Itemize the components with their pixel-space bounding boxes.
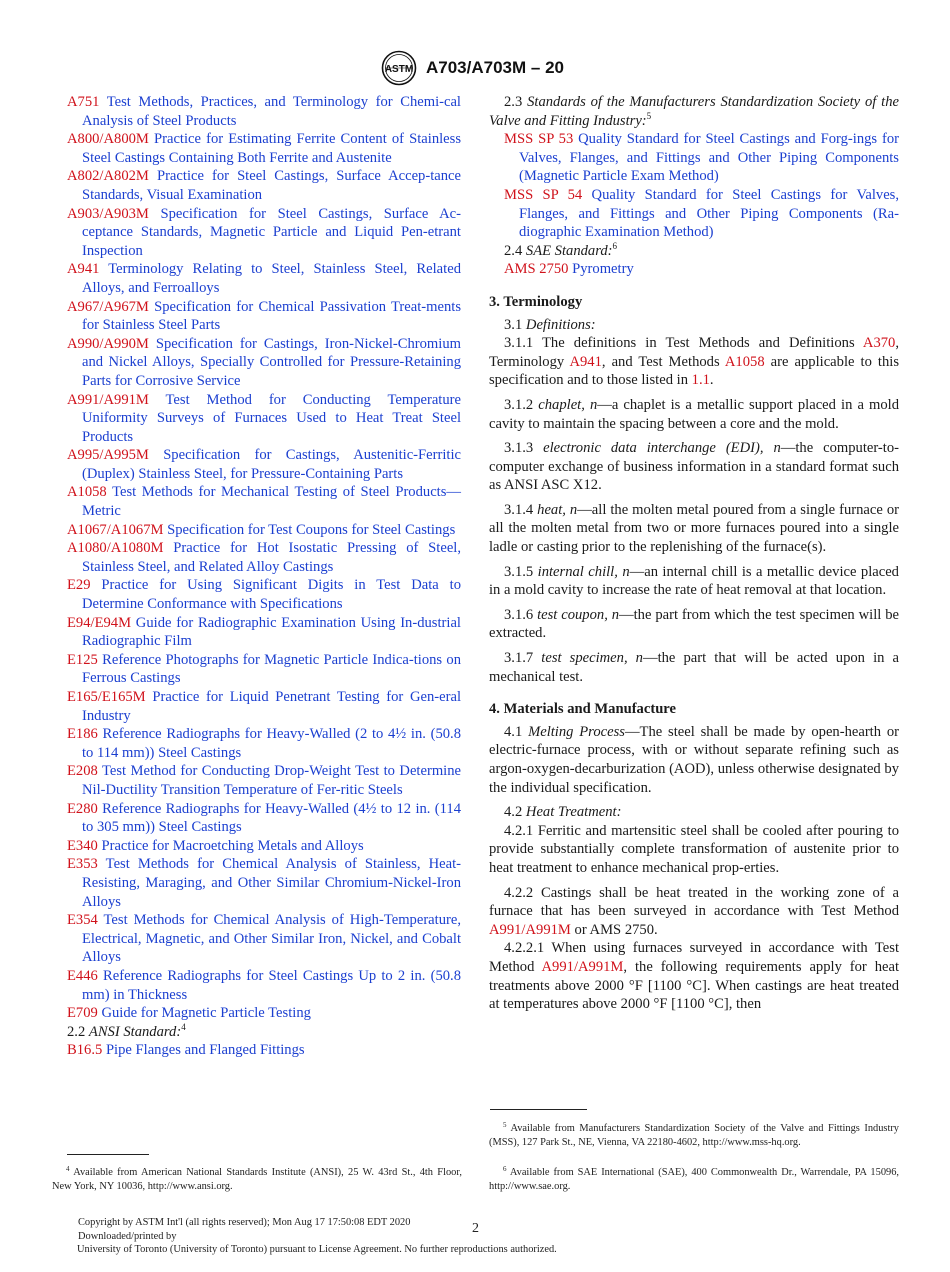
- footnote-6: $^6$ Available from SAE International (SAE), 400 Commonwealth Dr., Warrendale, PA 15096, http://www.sae.org.: [489, 1165, 900, 1192]
- reference-code[interactable]: A995/A995M: [67, 447, 149, 464]
- footer-line: Copyright by ASTM Int'l (all rights reserved); Mon Aug 17 17:50:08 EDT 2020: [78, 1217, 411, 1228]
- reference-code[interactable]: A751: [67, 94, 100, 110]
- reference-code[interactable]: E94/E94M: [67, 614, 132, 631]
- reference-title[interactable]: Test Methods for Mechanical Testing of Steel Products—Metric: [82, 484, 462, 520]
- reference-code[interactable]: A903/A903M: [67, 205, 149, 222]
- section-terminology-title: 3. Terminology: [489, 293, 583, 310]
- reference-title[interactable]: Reference Radiographs for Heavy-Walled (4½ to 12 in. (114 to 305 mm)) Steel Castings: [82, 800, 461, 836]
- reference-item: [504, 260, 899, 279]
- paragraph-3-1-4: 3.1.4 heat, n—all the molten metal poured from a single furnace or all the molten metal from two or more furnaces poured into a single ladle or casting prior to the replenishing of the furnace(s).: [489, 501, 899, 556]
- reference-title[interactable]: Practice for Liquid Penetrant Testing for Gen-eral Industry: [82, 689, 461, 724]
- reference-title[interactable]: Test Methods, Practices, and Terminology for Chemi-cal Analysis of Steel Products: [82, 94, 461, 129]
- reference-title[interactable]: Terminology Relating to Steel, Stainless Steel, Related Alloys, and Ferroalloys: [82, 261, 461, 296]
- reference-title[interactable]: Quality Standard for Steel Castings for Valves, Flanges, and Fittings and Other Piping Components (Ra-diographic Examination Method): [519, 186, 899, 241]
- reference-item: [67, 298, 461, 335]
- reference-item: [504, 130, 899, 186]
- reference-title[interactable]: Practice for Macroetching Metals and Alloys: [101, 837, 364, 854]
- reference-code[interactable]: AMS 2750: [504, 261, 569, 278]
- link-a941[interactable]: A941: [569, 353, 602, 370]
- reference-title[interactable]: Reference Radiographs for Steel Castings Up to 2 in. (50.8 mm) in Thickness: [82, 967, 462, 1003]
- reference-code[interactable]: A941: [67, 261, 100, 278]
- footer-line: Downloaded/printed by: [78, 1230, 177, 1242]
- reference-code[interactable]: A1067/A1067M: [67, 521, 164, 538]
- reference-title[interactable]: Pipe Flanges and Flanged Fittings: [105, 1042, 305, 1059]
- footnote-rule: [490, 1109, 587, 1110]
- paragraph-4-2: 4.2 Heat Treatment:: [504, 804, 622, 821]
- right-column: [490, 93, 899, 1014]
- footnote-rule: [67, 1154, 149, 1155]
- reference-title[interactable]: Practice for Using Significant Digits in Test Data to Determine Conformance with Specifications: [82, 577, 461, 613]
- reference-title[interactable]: Specification for Castings, Iron-Nickel-Chromium and Nickel Alloys, Specially Controlled for Pressure-Retaining Parts for Corrosive Service: [82, 335, 461, 389]
- paragraph-4-2-2-1: 4.2.2.1 When using furnaces surveyed in accordance with Test Method A991/A991M, the following requirements apply for heat treatments above 2000 °F [1100 °C]. When castings are heat treated at temperatures above 2000 °F [1100 °C], then: [489, 940, 900, 1013]
- referenced-documents-list: [67, 93, 461, 1023]
- reference-code[interactable]: E125: [67, 651, 98, 668]
- reference-item: [67, 614, 461, 651]
- reference-title[interactable]: Pyrometry: [572, 261, 634, 278]
- link-a370[interactable]: A370: [862, 335, 896, 352]
- reference-item: [67, 967, 461, 1004]
- document-designation: A703/A703M – 20: [426, 58, 564, 77]
- paragraph-4-2-1: 4.2.1 Ferritic and martensitic steel shall be cooled after pouring to provide substantially complete transformation of austenite prior to heat treatment to enhance mechanical prop-erties.: [489, 822, 899, 876]
- reference-title[interactable]: Guide for Magnetic Particle Testing: [101, 1005, 311, 1022]
- reference-item: [67, 205, 461, 261]
- paragraph-3-1: 3.1 Definitions:: [504, 316, 596, 333]
- link-section-1-1[interactable]: 1.1: [691, 372, 710, 389]
- reference-title[interactable]: Practice for Steel Castings, Surface Accep-tance Standards, Visual Examination: [82, 168, 461, 203]
- reference-code[interactable]: MSS SP 54: [504, 186, 583, 203]
- paragraph-3-1-6: 3.1.6 test coupon, n—the part from which the test specimen will be extracted.: [489, 606, 899, 642]
- footnote-4: $^4$ Available from American National Standards Institute (ANSI), 25 W. 43rd St., 4th Floor, New York, NY 10036, http://www.ansi.org.: [52, 1165, 462, 1192]
- reference-title[interactable]: Guide for Radiographic Examination Using In-dustrial Radiographic Film: [82, 614, 461, 650]
- reference-item: [67, 651, 461, 688]
- reference-code[interactable]: E354: [67, 912, 98, 929]
- reference-code[interactable]: A1080/A1080M: [67, 540, 164, 557]
- paragraph-3-1-1: 3.1.1 The definitions in Test Methods and Definitions A370, Terminology A941, and Test Methods A1058 are applicable to this specification and to those listed in 1.1.: [489, 335, 900, 389]
- reference-title[interactable]: Practice for Hot Isostatic Pressing of Steel, Stainless Steel, and Related Alloy Castings: [82, 540, 461, 575]
- reference-title[interactable]: Reference Photographs for Magnetic Particle Indica-tions on Ferrous Castings: [82, 651, 461, 687]
- reference-code[interactable]: E280: [67, 800, 98, 817]
- reference-item: [67, 855, 461, 911]
- reference-code[interactable]: E353: [67, 856, 98, 873]
- left-column: [67, 93, 461, 1060]
- reference-code[interactable]: E709: [67, 1005, 98, 1022]
- paragraph-3-1-3: 3.1.3 electronic data interchange (EDI), n—the computer-to-computer exchange of business information in a standard format such as ANSI ASC X12.: [489, 440, 899, 494]
- link-a991[interactable]: A991/A991M: [541, 958, 624, 975]
- reference-title[interactable]: Test Methods for Chemical Analysis of High-Temperature, Electrical, Magnetic, and Other Similar Iron, Nickel, and Cobalt Alloys: [82, 912, 462, 966]
- sae-heading: 2.4 SAE Standard:$^6$: [504, 240, 618, 259]
- reference-code[interactable]: B16.5: [67, 1042, 103, 1059]
- reference-code[interactable]: A802/A802M: [67, 168, 149, 185]
- reference-title[interactable]: Practice for Estimating Ferrite Content of Stainless Steel Castings Containing Both Ferrite and Austenite: [82, 131, 462, 166]
- logo-text: ASTM: [384, 64, 414, 75]
- reference-item: [67, 539, 461, 576]
- reference-title[interactable]: Test Method for Conducting Drop-Weight Test to Determine Nil-Ductility Transition Temperature of Fer-ritic Steels: [82, 763, 461, 798]
- reference-item: [67, 483, 461, 520]
- reference-item: [67, 725, 461, 762]
- page-header: [0, 50, 950, 86]
- mss-heading: 2.3 Standards of the Manufacturers Standardization Society of the Valve and Fitting Industry:$^5$: [489, 94, 899, 129]
- reference-title[interactable]: Specification for Castings, Austenitic-Ferritic (Duplex) Stainless Steel, for Pressure-Containing Parts: [82, 447, 461, 482]
- paragraph-3-1-7: 3.1.7 test specimen, n—the part that will be acted upon in a mechanical test.: [489, 650, 899, 685]
- reference-code[interactable]: A967/A967M: [67, 298, 149, 315]
- reference-title[interactable]: Test Method for Conducting Temperature Uniformity Surveys of Furnaces Used to Heat Treat Steel Products: [82, 391, 461, 445]
- reference-code[interactable]: A1058: [67, 484, 107, 501]
- paragraph-4-1: 4.1 Melting Process—The steel shall be made by open-hearth or electric-furnace process, with or without separate refining such as argon-oxygen-decarburization (AOD), unless otherwise designated by the individual specification.: [489, 723, 900, 796]
- reference-item: [67, 1041, 461, 1060]
- paragraph-4-2-2: 4.2.2 Castings shall be heat treated in the working zone of a furnace that has been surveyed in accordance with Test Method A991/A991M or AMS 2750.: [489, 884, 899, 938]
- reference-title[interactable]: Specification for Steel Castings, Surface Ac-ceptance Standards, Magnetic Particle and Liquid Pen-etrant Inspection: [82, 205, 461, 259]
- reference-title[interactable]: Specification for Test Coupons for Steel Castings: [167, 521, 456, 538]
- footer-line: University of Toronto (University of Toronto) pursuant to License Agreement. No further reproductions authorized.: [77, 1244, 557, 1255]
- reference-code[interactable]: MSS SP 53: [504, 131, 574, 148]
- reference-code[interactable]: E29: [67, 577, 91, 594]
- paragraph-3-1-2: 3.1.2 chaplet, n—a chaplet is a metallic support placed in a mold cavity to maintain the spacing between a core and the mold.: [489, 396, 899, 432]
- reference-title[interactable]: Test Methods for Chemical Analysis of Stainless, Heat-Resisting, Maraging, and Other Similar Chromium-Nickel-Iron Alloys: [82, 856, 461, 910]
- reference-item: [67, 130, 461, 167]
- reference-item: [67, 446, 461, 483]
- reference-item: [67, 576, 461, 613]
- reference-title[interactable]: Reference Radiographs for Heavy-Walled (2 to 4½ in. (50.8 to 114 mm)) Steel Castings: [82, 726, 462, 761]
- astm-logo-icon: [381, 50, 417, 86]
- reference-item: [67, 800, 461, 837]
- reference-item: [67, 1004, 461, 1023]
- reference-item: [67, 688, 461, 725]
- reference-item: [67, 167, 461, 204]
- footnote-5: $^5$ Available from Manufacturers Standardization Society of the Valve and Fittings Industry (MSS), 127 Park St., NE, Vienna, VA 22180-4602, http://www.mss-hq.org.: [489, 1121, 899, 1148]
- reference-item: [67, 837, 461, 856]
- link-a1058[interactable]: A1058: [724, 353, 765, 370]
- reference-item: [67, 391, 461, 447]
- reference-item: [67, 521, 461, 540]
- ansi-heading: 2.2 ANSI Standard:$^4$: [67, 1021, 186, 1040]
- reference-code[interactable]: E446: [67, 967, 98, 984]
- reference-code[interactable]: A991/A991M: [67, 391, 149, 408]
- reference-item: [67, 93, 461, 130]
- reference-title[interactable]: Specification for Chemical Passivation Treat-ments for Stainless Steel Parts: [82, 298, 461, 334]
- paragraph-3-1-5: 3.1.5 internal chill, n—an internal chill is a metallic device placed in a mold cavity to increase the rate of heat removal at that location.: [489, 563, 899, 599]
- reference-code[interactable]: E340: [67, 837, 98, 854]
- reference-code[interactable]: E208: [67, 763, 98, 780]
- reference-item: [504, 186, 899, 242]
- reference-code[interactable]: E165/E165M: [67, 689, 146, 705]
- reference-code[interactable]: A990/A990M: [67, 335, 149, 352]
- page-number: 2: [472, 1221, 479, 1236]
- reference-item: [67, 762, 461, 799]
- section-materials-title: 4. Materials and Manufacture: [489, 701, 676, 718]
- reference-code[interactable]: E186: [67, 726, 98, 743]
- reference-title[interactable]: Quality Standard for Steel Castings and Forg-ings for Valves, Flanges, and Fittings and Other Piping Components (Magnetic Particle Exam Method): [519, 131, 899, 185]
- reference-item: [67, 911, 461, 967]
- reference-code[interactable]: A800/A800M: [67, 131, 149, 148]
- reference-item: [67, 335, 461, 391]
- link-a991[interactable]: A991/A991M: [489, 921, 571, 938]
- reference-item: [67, 260, 461, 297]
